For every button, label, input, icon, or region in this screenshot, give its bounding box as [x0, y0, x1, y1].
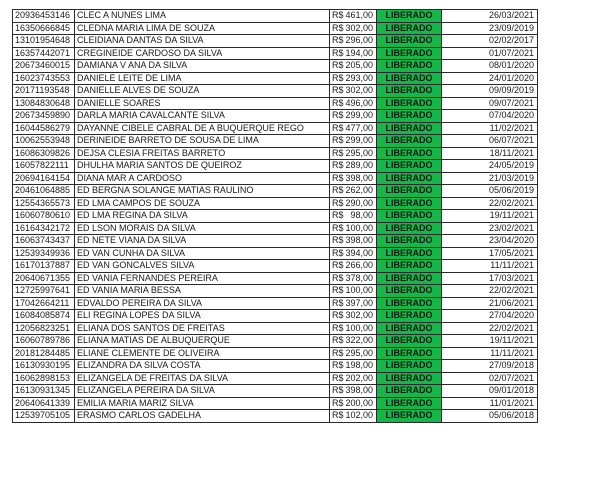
- code-cell[interactable]: 13084830648: [13, 97, 75, 110]
- name-cell[interactable]: DANIELLE ALVES DE SOUZA: [75, 85, 330, 98]
- code-cell[interactable]: 20673460015: [13, 60, 75, 73]
- name-cell[interactable]: DANIELLE SOARES: [75, 97, 330, 110]
- code-cell[interactable]: 16086309826: [13, 147, 75, 160]
- code-cell[interactable]: 20673459890: [13, 110, 75, 123]
- amount-value: 293,00: [345, 72, 373, 83]
- code-cell[interactable]: 16044586279: [13, 122, 75, 135]
- table-row: [13, 410, 538, 423]
- table-row: [13, 185, 538, 198]
- table-row: [13, 35, 538, 48]
- currency-symbol: R$: [332, 235, 344, 246]
- table-row: [13, 310, 538, 323]
- amount-value: 198,00: [345, 360, 373, 371]
- status-badge[interactable]: LIBERADO: [377, 122, 442, 135]
- amount-cell[interactable]: [330, 210, 377, 223]
- name-cell[interactable]: ELI REGINA LOPES DA SILVA: [75, 310, 330, 323]
- table-row: [13, 97, 538, 110]
- amount-value: 302,00: [345, 310, 373, 321]
- amount-value: 102,00: [345, 410, 373, 421]
- status-badge[interactable]: LIBERADO: [377, 10, 442, 23]
- name-cell[interactable]: ELIANA MATIAS DE ALBUQUERQUE: [75, 335, 330, 348]
- amount-value: 100,00: [345, 222, 373, 233]
- date-cell[interactable]: 21/03/2019: [442, 172, 538, 185]
- date-cell[interactable]: 21/06/2021: [442, 297, 538, 310]
- amount-value: 202,00: [345, 372, 373, 383]
- date-cell[interactable]: 23/04/2020: [442, 235, 538, 248]
- currency-symbol: R$: [332, 72, 344, 83]
- amount-cell[interactable]: [330, 72, 377, 85]
- amount-value: 295,00: [345, 147, 373, 158]
- currency-symbol: R$: [332, 185, 344, 196]
- status-badge[interactable]: LIBERADO: [377, 110, 442, 123]
- date-cell[interactable]: 11/02/2021: [442, 122, 538, 135]
- table-row: [13, 385, 538, 398]
- name-cell[interactable]: CLEDNA MARIA LIMA DE SOUZA: [75, 22, 330, 35]
- currency-symbol: R$: [332, 172, 344, 183]
- amount-value: 299,00: [345, 135, 373, 146]
- code-cell[interactable]: 16060780610: [13, 210, 75, 223]
- amount-value: 98,00: [350, 210, 373, 221]
- currency-symbol: R$: [332, 335, 344, 346]
- currency-symbol: R$: [332, 385, 344, 396]
- table-row: [13, 360, 538, 373]
- amount-cell[interactable]: [330, 247, 377, 260]
- currency-symbol: R$: [332, 35, 344, 46]
- amount-cell[interactable]: [330, 297, 377, 310]
- date-cell[interactable]: 22/02/2021: [442, 322, 538, 335]
- date-cell[interactable]: 18/11/2021: [442, 147, 538, 160]
- name-cell[interactable]: DEJSA CLESIA FREITAS BARRETO: [75, 147, 330, 160]
- table-row: [13, 210, 538, 223]
- date-cell[interactable]: 19/11/2021: [442, 335, 538, 348]
- table-row: [13, 335, 538, 348]
- name-cell[interactable]: ELIZANGELA DE FREITAS DA SILVA: [75, 372, 330, 385]
- date-cell[interactable]: 09/01/2018: [442, 385, 538, 398]
- status-badge[interactable]: LIBERADO: [377, 285, 442, 298]
- code-cell[interactable]: 16130931345: [13, 385, 75, 398]
- date-cell[interactable]: 02/02/2017: [442, 35, 538, 48]
- currency-symbol: R$: [332, 147, 344, 158]
- beneficiary-table: [12, 9, 538, 423]
- amount-cell[interactable]: [330, 97, 377, 110]
- code-cell[interactable]: 16084085874: [13, 310, 75, 323]
- name-cell[interactable]: ED LMA CAMPOS DE SOUZA: [75, 197, 330, 210]
- date-cell[interactable]: 26/03/2021: [442, 10, 538, 23]
- date-cell[interactable]: 17/03/2021: [442, 272, 538, 285]
- code-cell[interactable]: 20461064885: [13, 185, 75, 198]
- status-badge[interactable]: LIBERADO: [377, 22, 442, 35]
- code-cell[interactable]: 17042664211: [13, 297, 75, 310]
- currency-symbol: R$: [332, 272, 344, 283]
- currency-symbol: R$: [332, 10, 344, 21]
- name-cell[interactable]: ELIANA DOS SANTOS DE FREITAS: [75, 322, 330, 335]
- code-cell[interactable]: 16062898153: [13, 372, 75, 385]
- amount-cell[interactable]: [330, 135, 377, 148]
- name-cell[interactable]: ELIANE CLEMENTE DE OLIVEIRA: [75, 347, 330, 360]
- table-row: [13, 222, 538, 235]
- currency-symbol: R$: [332, 85, 344, 96]
- status-badge[interactable]: LIBERADO: [377, 185, 442, 198]
- amount-cell[interactable]: [330, 260, 377, 273]
- amount-value: 398,00: [345, 385, 373, 396]
- table-row: [13, 60, 538, 73]
- amount-cell[interactable]: [330, 285, 377, 298]
- amount-value: 205,00: [345, 60, 373, 71]
- status-badge[interactable]: LIBERADO: [377, 135, 442, 148]
- date-cell[interactable]: 09/09/2019: [442, 85, 538, 98]
- date-cell[interactable]: 24/01/2020: [442, 72, 538, 85]
- table-row: [13, 247, 538, 260]
- table-row: [13, 135, 538, 148]
- amount-value: 290,00: [345, 197, 373, 208]
- amount-cell[interactable]: [330, 310, 377, 323]
- table-row: [13, 297, 538, 310]
- currency-symbol: R$: [332, 135, 344, 146]
- table-row: [13, 260, 538, 273]
- status-badge[interactable]: LIBERADO: [377, 85, 442, 98]
- amount-cell[interactable]: [330, 397, 377, 410]
- amount-value: 496,00: [345, 97, 373, 108]
- amount-cell[interactable]: [330, 322, 377, 335]
- table-row: [13, 85, 538, 98]
- date-cell[interactable]: 05/06/2019: [442, 185, 538, 198]
- date-cell[interactable]: 05/06/2018: [442, 410, 538, 423]
- amount-cell[interactable]: [330, 47, 377, 60]
- code-cell[interactable]: 13101954648: [13, 35, 75, 48]
- name-cell[interactable]: ED VAN CUNHA DA SILVA: [75, 247, 330, 260]
- table-row: [13, 110, 538, 123]
- amount-cell[interactable]: [330, 235, 377, 248]
- amount-value: 322,00: [345, 335, 373, 346]
- status-badge[interactable]: LIBERADO: [377, 335, 442, 348]
- amount-value: 397,00: [345, 297, 373, 308]
- currency-symbol: R$: [332, 197, 344, 208]
- status-badge[interactable]: LIBERADO: [377, 72, 442, 85]
- name-cell[interactable]: ERASMO CARLOS GADELHA: [75, 410, 330, 423]
- amount-cell[interactable]: [330, 197, 377, 210]
- name-cell[interactable]: ED VAN GONCALVES SILVA: [75, 260, 330, 273]
- currency-symbol: R$: [332, 22, 344, 33]
- status-badge[interactable]: LIBERADO: [377, 272, 442, 285]
- name-cell[interactable]: ED LMA REGINA DA SILVA: [75, 210, 330, 223]
- amount-cell[interactable]: [330, 172, 377, 185]
- date-cell[interactable]: 11/11/2021: [442, 347, 538, 360]
- table-row: [13, 147, 538, 160]
- amount-cell[interactable]: [330, 22, 377, 35]
- date-cell[interactable]: 23/02/2021: [442, 222, 538, 235]
- date-cell[interactable]: 01/07/2021: [442, 47, 538, 60]
- code-cell[interactable]: 16164342172: [13, 222, 75, 235]
- amount-cell[interactable]: [330, 122, 377, 135]
- name-cell[interactable]: ED LSON MORAIS DA SILVA: [75, 222, 330, 235]
- status-badge[interactable]: LIBERADO: [377, 47, 442, 60]
- code-cell[interactable]: 16063743437: [13, 235, 75, 248]
- amount-value: 378,00: [345, 272, 373, 283]
- code-cell[interactable]: 20936453146: [13, 10, 75, 23]
- table-row: [13, 285, 538, 298]
- date-cell[interactable]: 22/02/2021: [442, 197, 538, 210]
- name-cell[interactable]: ELIZANGELA PEREIRA DA SILVA: [75, 385, 330, 398]
- table-row: [13, 235, 538, 248]
- status-badge[interactable]: LIBERADO: [377, 322, 442, 335]
- amount-cell[interactable]: [330, 147, 377, 160]
- date-cell[interactable]: 06/07/2021: [442, 135, 538, 148]
- amount-cell[interactable]: [330, 385, 377, 398]
- name-cell[interactable]: DAYANNE CIBELE CABRAL DE A BUQUERQUE REGO: [75, 122, 330, 135]
- table-row: [13, 72, 538, 85]
- amount-value: 262,00: [345, 185, 373, 196]
- currency-symbol: R$: [332, 110, 344, 121]
- amount-cell[interactable]: [330, 160, 377, 173]
- status-badge[interactable]: LIBERADO: [377, 60, 442, 73]
- status-badge[interactable]: LIBERADO: [377, 97, 442, 110]
- status-badge[interactable]: LIBERADO: [377, 297, 442, 310]
- amount-value: 194,00: [345, 47, 373, 58]
- amount-value: 477,00: [345, 122, 373, 133]
- amount-cell[interactable]: [330, 110, 377, 123]
- amount-cell[interactable]: [330, 222, 377, 235]
- status-badge[interactable]: LIBERADO: [377, 147, 442, 160]
- code-cell[interactable]: 12539349936: [13, 247, 75, 260]
- table-row: [13, 272, 538, 285]
- currency-symbol: R$: [332, 297, 344, 308]
- amount-value: 398,00: [345, 172, 373, 183]
- status-badge[interactable]: LIBERADO: [377, 410, 442, 423]
- table-row: [13, 322, 538, 335]
- status-badge[interactable]: LIBERADO: [377, 197, 442, 210]
- table-row: [13, 197, 538, 210]
- code-cell[interactable]: 20171193548: [13, 85, 75, 98]
- amount-cell[interactable]: [330, 85, 377, 98]
- amount-cell[interactable]: [330, 335, 377, 348]
- date-cell[interactable]: 08/01/2020: [442, 60, 538, 73]
- status-badge[interactable]: LIBERADO: [377, 397, 442, 410]
- currency-symbol: R$: [332, 360, 344, 371]
- status-badge[interactable]: LIBERADO: [377, 210, 442, 223]
- amount-value: 398,00: [345, 235, 373, 246]
- table-row: [13, 47, 538, 60]
- amount-value: 461,00: [345, 10, 373, 21]
- amount-cell[interactable]: [330, 410, 377, 423]
- name-cell[interactable]: EMILIA MARIA MARIZ SILVA: [75, 397, 330, 410]
- date-cell[interactable]: 23/09/2019: [442, 22, 538, 35]
- currency-symbol: R$: [332, 310, 344, 321]
- code-cell[interactable]: 20640641339: [13, 397, 75, 410]
- amount-cell[interactable]: [330, 185, 377, 198]
- name-cell[interactable]: CREGINEIDE CARDOSO DA SILVA: [75, 47, 330, 60]
- currency-symbol: R$: [332, 347, 344, 358]
- amount-value: 302,00: [345, 22, 373, 33]
- name-cell[interactable]: DARLA MARIA CAVALCANTE SILVA: [75, 110, 330, 123]
- name-cell[interactable]: CLEC A NUNES LIMA: [75, 10, 330, 23]
- status-badge[interactable]: LIBERADO: [377, 222, 442, 235]
- code-cell[interactable]: 16060789786: [13, 335, 75, 348]
- code-cell[interactable]: 12056823251: [13, 322, 75, 335]
- code-cell[interactable]: 10062553948: [13, 135, 75, 148]
- date-cell[interactable]: 17/05/2021: [442, 247, 538, 260]
- amount-value: 100,00: [345, 285, 373, 296]
- code-cell[interactable]: 20694164154: [13, 172, 75, 185]
- date-cell[interactable]: 11/11/2021: [442, 260, 538, 273]
- status-badge[interactable]: LIBERADO: [377, 247, 442, 260]
- amount-value: 266,00: [345, 260, 373, 271]
- code-cell[interactable]: 16350666845: [13, 22, 75, 35]
- name-cell[interactable]: DERINEIDE BARRETO DE SOUSA DE LIMA: [75, 135, 330, 148]
- table-row: [13, 122, 538, 135]
- table-row: [13, 397, 538, 410]
- currency-symbol: R$: [332, 247, 344, 258]
- currency-symbol: R$: [332, 372, 344, 383]
- table-row: [13, 160, 538, 173]
- amount-value: 200,00: [345, 397, 373, 408]
- code-cell[interactable]: 12725997641: [13, 285, 75, 298]
- date-cell[interactable]: 27/04/2020: [442, 310, 538, 323]
- code-cell[interactable]: 16357442071: [13, 47, 75, 60]
- currency-symbol: R$: [332, 60, 344, 71]
- name-cell[interactable]: ED BERGNA SOLANGE MATIAS RAULINO: [75, 185, 330, 198]
- currency-symbol: R$: [332, 122, 344, 133]
- status-badge[interactable]: LIBERADO: [377, 235, 442, 248]
- table-row: [13, 347, 538, 360]
- amount-cell[interactable]: [330, 360, 377, 373]
- currency-symbol: R$: [332, 410, 344, 421]
- name-cell[interactable]: ED VANIA FERNANDES PEREIRA: [75, 272, 330, 285]
- name-cell[interactable]: ED VANIA MARIA BESSA: [75, 285, 330, 298]
- currency-symbol: R$: [332, 322, 344, 333]
- amount-value: 295,00: [345, 347, 373, 358]
- code-cell[interactable]: 16130930195: [13, 360, 75, 373]
- amount-value: 296,00: [345, 35, 373, 46]
- currency-symbol: R$: [332, 97, 344, 108]
- status-badge[interactable]: LIBERADO: [377, 310, 442, 323]
- amount-value: 394,00: [345, 247, 373, 258]
- date-cell[interactable]: 02/07/2021: [442, 372, 538, 385]
- currency-symbol: R$: [332, 160, 344, 171]
- amount-cell[interactable]: [330, 60, 377, 73]
- name-cell[interactable]: DANIELE LEITE DE LIMA: [75, 72, 330, 85]
- code-cell[interactable]: 16023743553: [13, 72, 75, 85]
- name-cell[interactable]: EDVALDO PEREIRA DA SILVA: [75, 297, 330, 310]
- date-cell[interactable]: 07/04/2020: [442, 110, 538, 123]
- amount-cell[interactable]: [330, 35, 377, 48]
- name-cell[interactable]: ELIZANDRA DA SILVA COSTA: [75, 360, 330, 373]
- code-cell[interactable]: 20640671355: [13, 272, 75, 285]
- amount-cell[interactable]: [330, 272, 377, 285]
- amount-cell[interactable]: [330, 10, 377, 23]
- date-cell[interactable]: 09/07/2021: [442, 97, 538, 110]
- table-row: [13, 172, 538, 185]
- amount-value: 302,00: [345, 85, 373, 96]
- name-cell[interactable]: DHULHA MARIA SANTOS DE QUEIROZ: [75, 160, 330, 173]
- code-cell[interactable]: 16170137887: [13, 260, 75, 273]
- table-body: [13, 10, 538, 423]
- date-cell[interactable]: 19/11/2021: [442, 210, 538, 223]
- table-row: [13, 10, 538, 23]
- status-badge[interactable]: LIBERADO: [377, 372, 442, 385]
- currency-symbol: R$: [332, 285, 344, 296]
- currency-symbol: R$: [332, 47, 344, 58]
- code-cell[interactable]: 20181284485: [13, 347, 75, 360]
- date-cell[interactable]: 27/09/2018: [442, 360, 538, 373]
- status-badge[interactable]: LIBERADO: [377, 172, 442, 185]
- currency-symbol: R$: [332, 210, 344, 221]
- table-row: [13, 372, 538, 385]
- date-cell[interactable]: 22/02/2021: [442, 285, 538, 298]
- code-cell[interactable]: 12554365573: [13, 197, 75, 210]
- status-badge[interactable]: LIBERADO: [377, 360, 442, 373]
- currency-symbol: R$: [332, 397, 344, 408]
- date-cell[interactable]: 24/05/2019: [442, 160, 538, 173]
- amount-cell[interactable]: [330, 347, 377, 360]
- status-badge[interactable]: LIBERADO: [377, 35, 442, 48]
- status-badge[interactable]: LIBERADO: [377, 160, 442, 173]
- name-cell[interactable]: ED NETE VIANA DA SILVA: [75, 235, 330, 248]
- date-cell[interactable]: 11/01/2021: [442, 397, 538, 410]
- code-cell[interactable]: 16057822111: [13, 160, 75, 173]
- table-row: [13, 22, 538, 35]
- currency-symbol: R$: [332, 260, 344, 271]
- currency-symbol: R$: [332, 222, 344, 233]
- name-cell[interactable]: CLEIDIANA DANTAS DA SILVA: [75, 35, 330, 48]
- amount-value: 289,00: [345, 160, 373, 171]
- code-cell[interactable]: 12539705105: [13, 410, 75, 423]
- name-cell[interactable]: DIANA MAR A CARDOSO: [75, 172, 330, 185]
- status-badge[interactable]: LIBERADO: [377, 385, 442, 398]
- name-cell[interactable]: DAMIANA V ANA DA SILVA: [75, 60, 330, 73]
- amount-value: 299,00: [345, 110, 373, 121]
- status-badge[interactable]: LIBERADO: [377, 347, 442, 360]
- amount-value: 100,00: [345, 322, 373, 333]
- amount-cell[interactable]: [330, 372, 377, 385]
- status-badge[interactable]: LIBERADO: [377, 260, 442, 273]
